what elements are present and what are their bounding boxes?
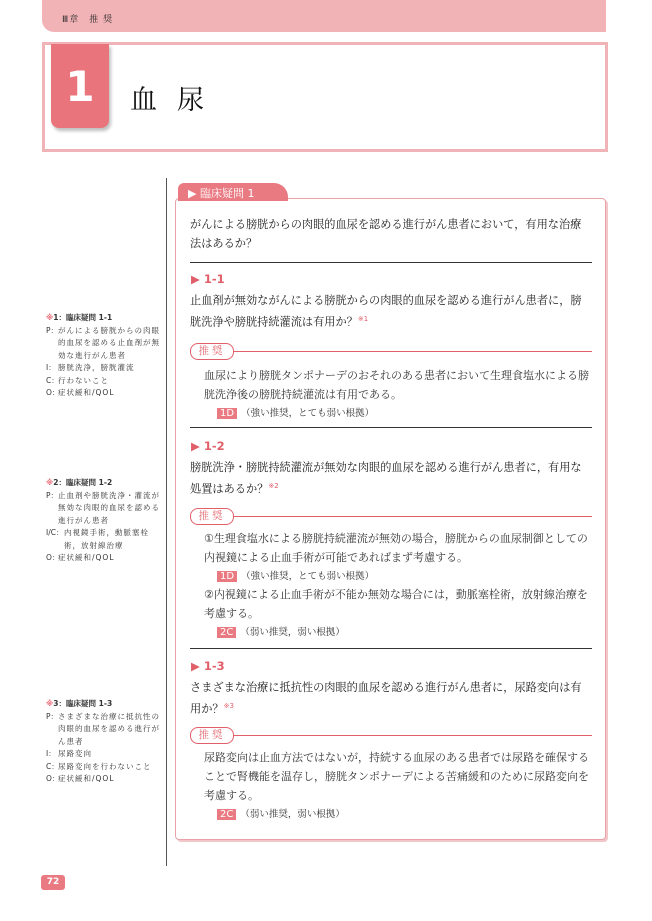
note-star: ※ bbox=[46, 313, 54, 322]
note-heading: 2：臨床疑問 1-2 bbox=[53, 478, 113, 487]
recommend-line bbox=[234, 516, 592, 517]
note-label: C： bbox=[46, 375, 59, 385]
grade-badge: 1D bbox=[217, 571, 237, 582]
grade-text: （弱い推奨，弱い根拠） bbox=[240, 809, 345, 820]
grade-row bbox=[217, 405, 374, 419]
recommend-text: 血尿により膀胱タンポナーデのおそれのある患者において生理食塩水による膀胱洗浄後の膀胱持続灌流は有用である。 bbox=[204, 369, 589, 401]
page-number: 72 bbox=[41, 875, 65, 890]
section-question bbox=[190, 678, 592, 719]
question-text: 膀胱洗浄・膀胱持続灌流が無効な肉眼的血尿を認める進行がん患者に，有用な処置はあるか？ bbox=[190, 461, 582, 496]
recommend-text: ①生理食塩水による膀胱持続灌流が無効の場合，膀胱からの血尿制御としての内視鏡による止血手術が可能であればまず考慮する。 bbox=[204, 532, 588, 564]
note-text: 症状緩和/QOL bbox=[58, 774, 115, 783]
note-label: C： bbox=[46, 761, 59, 771]
recommend-text: ②内視鏡による止血手術が不能か無効な場合には，動脈塞栓術，放射線治療を考慮する。 bbox=[204, 588, 588, 620]
note-text: 症状緩和/QOL bbox=[58, 553, 115, 562]
grade-row bbox=[217, 568, 374, 582]
question-text: 止血剤が無効ながんによる膀胱からの肉眼的血尿を認める進行がん患者に，膀胱洗浄や膀胱持続灌流は有用か？ bbox=[190, 294, 582, 329]
section-id: ▶ 1-1 bbox=[191, 272, 225, 286]
question-text: さまざまな治療に抵抗性の肉眼的血尿を認める進行がん患者に，尿路変向は有用か？ bbox=[190, 681, 582, 716]
note-heading: 1：臨床疑問 1-1 bbox=[53, 313, 113, 322]
divider bbox=[190, 262, 592, 263]
column-divider bbox=[166, 178, 167, 866]
tab-label: ▶ 臨床疑問 1 bbox=[188, 187, 255, 200]
divider bbox=[190, 427, 592, 428]
ref-mark: ※2 bbox=[268, 482, 279, 490]
note-text: 行わないこと bbox=[58, 375, 109, 385]
note-text: 症状緩和/QOL bbox=[58, 388, 115, 397]
note-label: P： bbox=[46, 711, 59, 721]
note-label: O： bbox=[46, 553, 60, 562]
note-heading: 3：臨床疑問 1-3 bbox=[53, 699, 113, 708]
recommend-line bbox=[234, 351, 592, 352]
note-star: ※ bbox=[46, 478, 54, 487]
clinical-question-tab bbox=[178, 183, 288, 201]
note-text: さまざまな治療に抵抗性の肉眼的血尿を認める進行がん患者 bbox=[58, 711, 160, 746]
chapter-label: Ⅲ章 推 奨 bbox=[62, 15, 114, 25]
grade-row bbox=[217, 806, 345, 820]
grade-text: （強い推奨，とても弱い根拠） bbox=[241, 571, 375, 582]
section-id: ▶ 1-2 bbox=[191, 439, 225, 453]
section-number-badge bbox=[51, 44, 109, 128]
side-note-2 bbox=[46, 477, 164, 565]
note-text: 尿路変向を行わないこと bbox=[58, 761, 152, 771]
note-text: がんによる膀胱からの肉眼的血尿を認める止血剤が無効な進行がん患者 bbox=[58, 325, 160, 360]
note-label: O： bbox=[46, 388, 60, 397]
note-label: O： bbox=[46, 774, 60, 783]
title-box bbox=[42, 42, 608, 152]
section-id: ▶ 1-3 bbox=[191, 659, 225, 673]
ref-mark: ※3 bbox=[223, 702, 234, 710]
grade-text: （強い推奨，とても弱い根拠） bbox=[241, 408, 375, 419]
grade-badge: 2C bbox=[217, 809, 236, 820]
note-label: P： bbox=[46, 490, 59, 500]
chapter-header-bar bbox=[42, 0, 606, 32]
grade-badge: 1D bbox=[217, 408, 237, 419]
main-question: がんによる膀胱からの肉眼的血尿を認める進行がん患者において，有用な治療法はあるか？ bbox=[190, 218, 582, 250]
note-text: 膀胱洗浄，膀胱灌流 bbox=[58, 363, 135, 372]
grade-row bbox=[217, 624, 345, 638]
section-question bbox=[190, 291, 592, 332]
ref-mark: ※1 bbox=[357, 315, 369, 323]
recommend-badge: 推奨 bbox=[190, 508, 234, 525]
side-note-3 bbox=[46, 698, 164, 786]
note-star: ※ bbox=[46, 699, 54, 708]
recommend-badge: 推奨 bbox=[190, 727, 234, 744]
note-text: 内視鏡手術，動脈塞栓術，放射線治療 bbox=[64, 528, 149, 550]
page-title: 血尿 bbox=[130, 85, 224, 116]
divider bbox=[190, 648, 592, 649]
recommend-text: 尿路変向は止血方法ではないが，持続する血尿のある患者では尿路を確保することで腎機能を温存し，膀胱タンポナーデによる苦痛緩和のために尿路変向を考慮する。 bbox=[204, 751, 589, 802]
grade-badge: 2C bbox=[217, 627, 236, 638]
recommend-line bbox=[234, 735, 592, 736]
recommend-badge: 推奨 bbox=[190, 343, 234, 360]
note-text: 止血剤や膀胱洗浄・灌流が無効な肉眼的血尿を認める進行がん患者 bbox=[58, 490, 160, 525]
section-number: 1 bbox=[65, 62, 95, 111]
note-text: 尿路変向 bbox=[58, 749, 92, 758]
side-note-1 bbox=[46, 312, 164, 400]
note-label: P： bbox=[46, 325, 59, 335]
note-label: I： bbox=[46, 749, 56, 758]
note-label: I/C： bbox=[46, 528, 64, 537]
grade-text: （弱い推奨，弱い根拠） bbox=[240, 627, 345, 638]
note-label: I： bbox=[46, 363, 56, 372]
section-question bbox=[190, 458, 592, 499]
